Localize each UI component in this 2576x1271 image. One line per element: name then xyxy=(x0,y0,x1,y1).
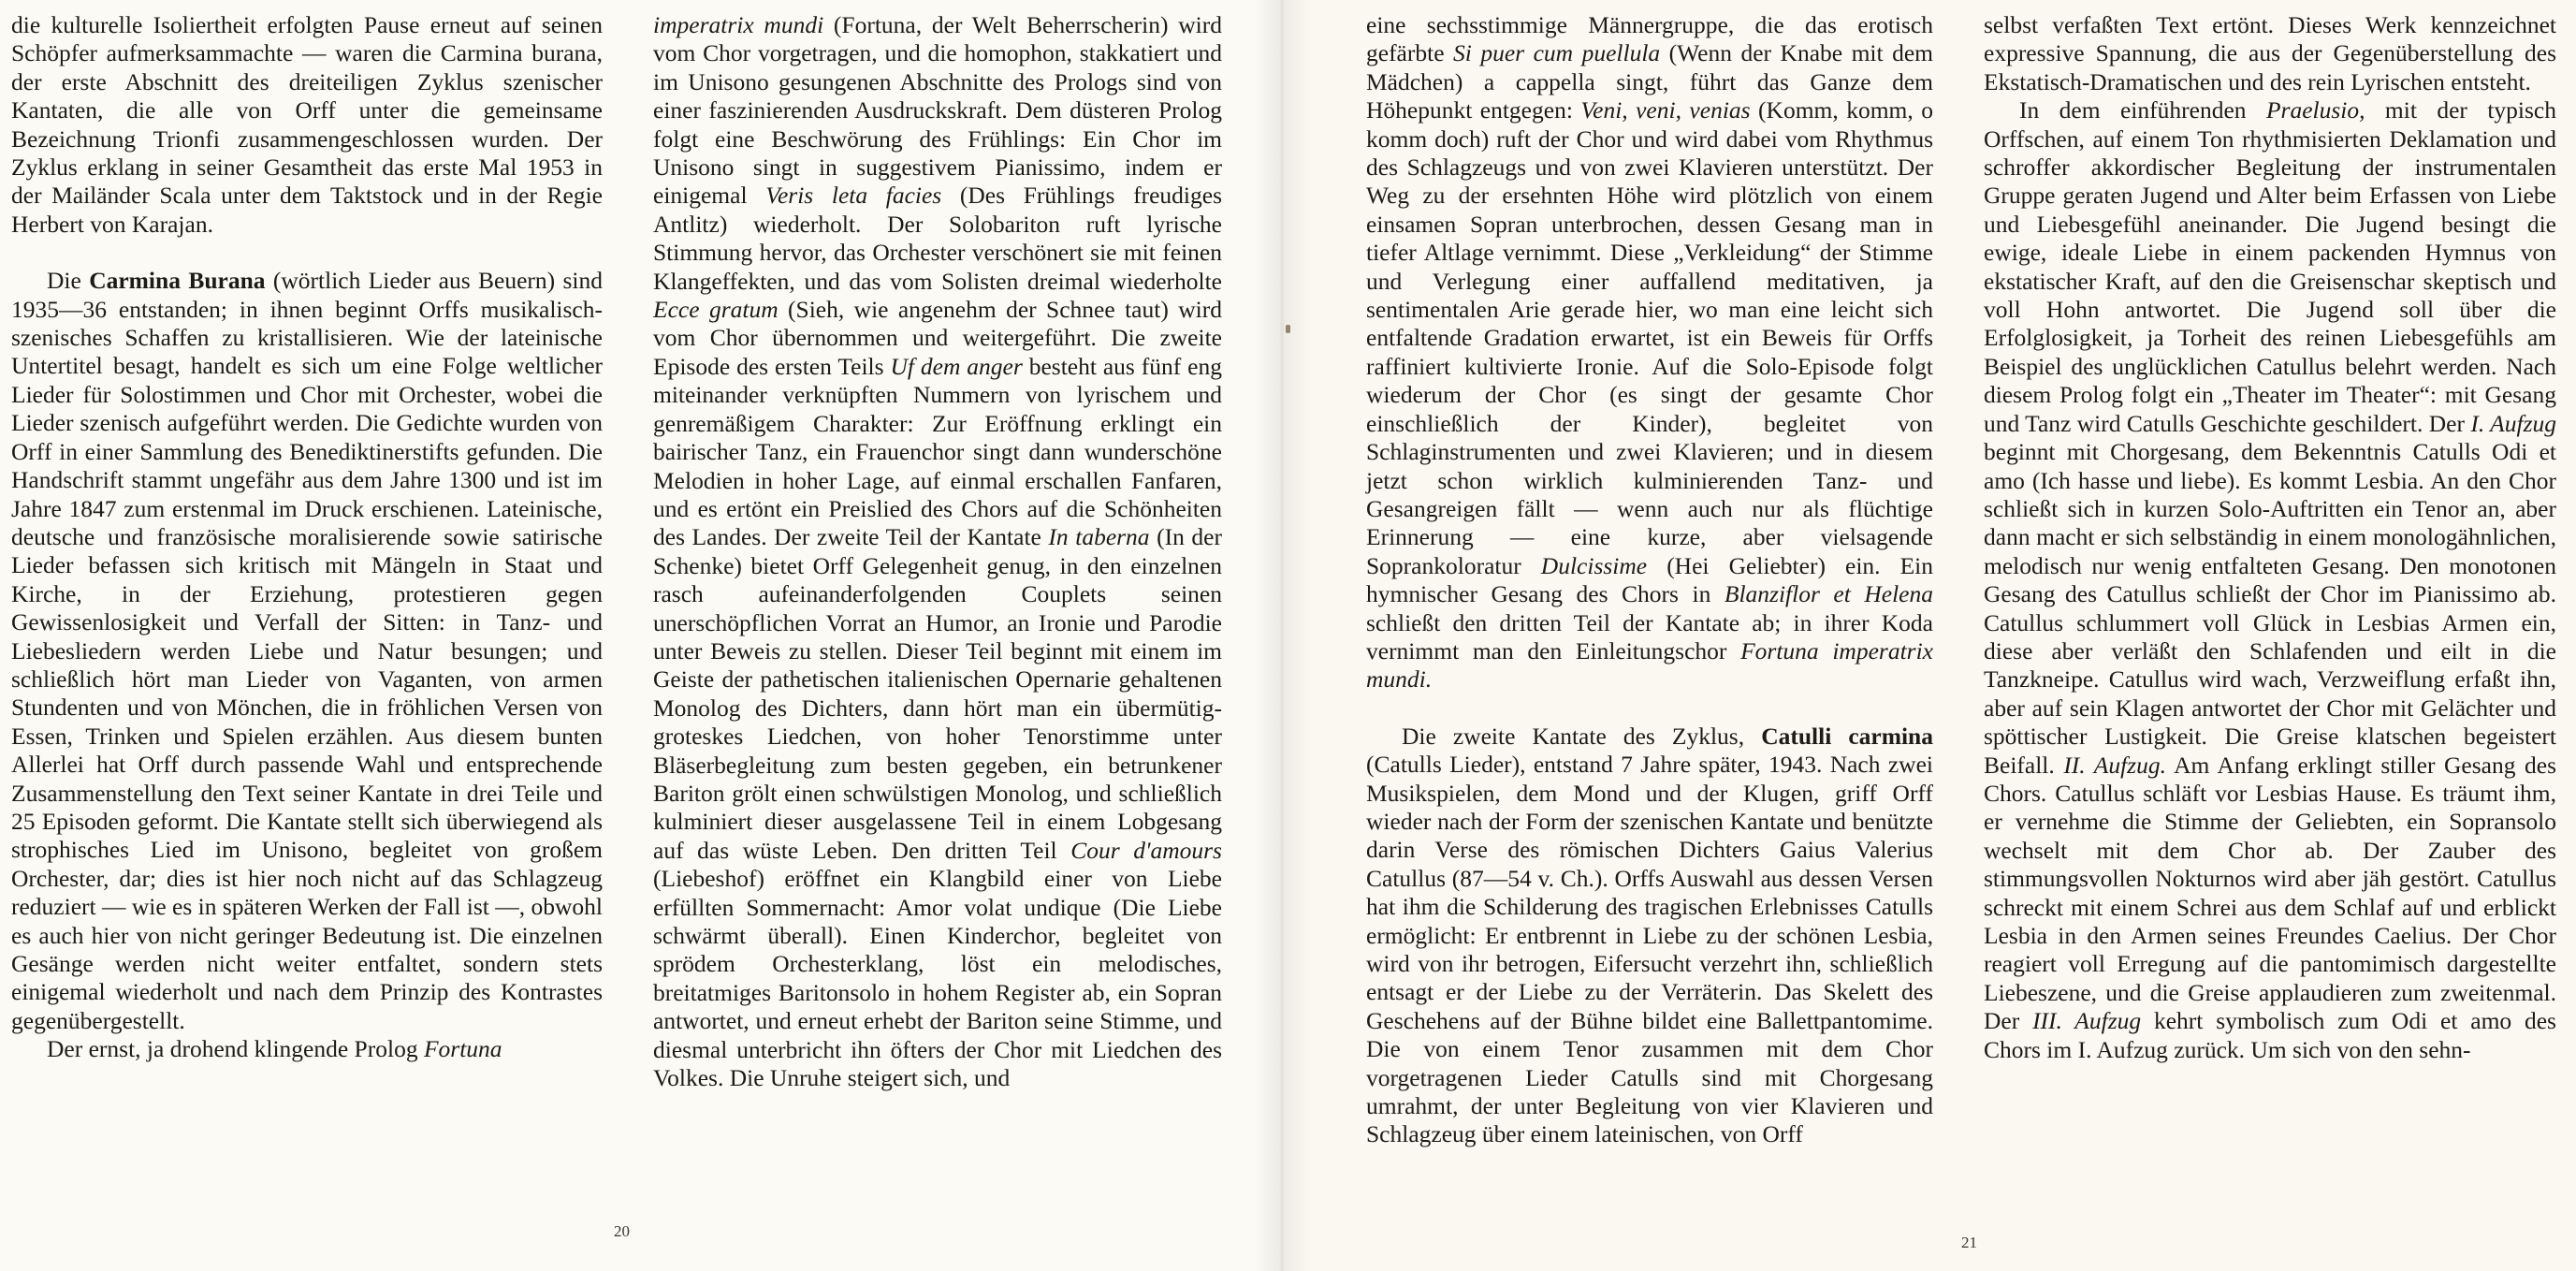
text-column-4 xyxy=(1984,11,2556,1064)
italic-title: In taberna xyxy=(1048,523,1150,551)
italic-title: III. Aufzug xyxy=(2032,1007,2142,1035)
paragraph xyxy=(1366,723,1933,1149)
paragraph xyxy=(1984,96,2556,1064)
book-gutter xyxy=(1254,0,1310,1271)
text-run: besteht aus fünf eng miteinander verknüpften Nummern von lyrischem und genremäßigem Charakter: Zur Eröffnung erklingt ein bairischer Tanz, ein Frauenchor singt dann wunderschöne Melodien in hoher Lage, auf einmal erschallen Fanfaren, und es ertönt ein Preislied des Chors auf die Schönheiten des Landes. Der zweite Teil der Kantate xyxy=(653,352,1223,551)
paragraph xyxy=(11,267,603,1035)
italic-title: Blanziflor et Helena xyxy=(1724,580,1933,608)
page-number-left: 20 xyxy=(614,1222,630,1240)
text-run: (Hei Geliebter) ein. Ein hymnischer Gesang des Chors in xyxy=(1366,551,1934,608)
page-number-right: 21 xyxy=(1961,1234,1977,1251)
italic-title: imperatrix mundi xyxy=(653,11,824,38)
text-column-1 xyxy=(11,11,603,1064)
text-run: Die zweite Kantate des Zyklus, xyxy=(1402,722,1762,750)
italic-title: Fortuna imperatrix mundi. xyxy=(1366,636,1933,694)
work-title-catulli-carmina: Catulli carmina xyxy=(1761,722,1933,750)
paragraph: die kulturelle Isoliertheit erfolgten Pause erneut auf seinen Schöpfer aufmerksammachte — waren die Carmina burana, der erste Abschnitt des dreiteiligen Zyklus szenischer Kantaten, die alle von Orff unter die gemeinsame Bezeichnung Trionfi zusammengeschlossen wurden. Der Zyklus erklang in seiner Gesamtheit das erste Mal 1953 in der Mailänder Scala unter dem Taktstock und in der Regie Herbert von Karajan. xyxy=(11,11,603,238)
text-run: schließt den dritten Teil der Kantate ab; in ihrer Koda vernimmt man den Einleitungschor xyxy=(1366,608,1933,665)
italic-title: Cour d'amours xyxy=(1070,836,1222,864)
paper-speck xyxy=(1286,325,1290,333)
italic-title: Dulcissime xyxy=(1540,551,1648,579)
paragraph xyxy=(1366,11,1933,694)
text-column-2 xyxy=(653,11,1222,1092)
text-run: Der ernst, ja drohend klingende Prolog xyxy=(47,1035,424,1063)
text-run: (In der Schenke) bietet Orff Gelegenheit genug, in den einzelnen rasch aufeinanderfolgenden Couplets seinen unerschöpflichen Vorrat an Humor, an Ironie und Parodie unter Beweis zu stellen. Dieser Teil beginnt mit einem im Geiste der pathetischen italienischen Opernarie gehaltenen Monolog des Dichters, dann hört man ein übermütig-groteskes Liedchen, von hoher Tenorstimme unter Bläserbegleitung zum besten gegeben, ein betrunkener Bariton grölt einen schwülstigen Monolog, und schließlich kulminiert dieser ausgelassene Teil in einem Lobgesang auf das wüste Leben. Den dritten Teil xyxy=(653,523,1222,864)
text-run: beginnt mit Chorgesang, dem Bekenntnis Catulls Odi et amo (Ich hasse und liebe). Es kommt Lesbia. An den Chor schließt sich in kurzen Solo-Auftritten ein Tenor an, aber dann macht er sich selbständig in einem monologähnlichen, melodisch nur wenig entfalteten Gesang. Den monotonen Gesang des Catullus schließt der Chor im Pianissimo ab. Catullus schlummert voll Glück in Lesbias Armen ein, diese aber verläßt den Schlafenden und eilt in die Tanzkneipe. Catullus wird wach, Verzweiflung erfaßt ihn, aber auf sein Klagen antwortet der Chor mit Gelächter und spöttischer Lustigkeit. Die Greise klatschen begeistert Beifall. xyxy=(1984,438,2556,779)
italic-title: Uf dem anger xyxy=(890,352,1023,380)
text-run: Die xyxy=(47,267,90,295)
text-run: (Liebeshof) eröffnet ein Klangbild einer von Liebe erfüllten Sommernacht: Amor volat undique (Die Liebe schwärmt überall). Einen Kinderchor, begleitet von sprödem Orchesterklang, löst ein melodisches, breitatmiges Baritonsolo in hohem Register ab, ein Sopran antwortet, und erneut erhebt der Bariton seine Stimme, und diesmal unterbricht ihn öfters der Chor mit Liedchen des Volkes. Die Unruhe steigert sich, und xyxy=(653,865,1222,1092)
text-run: (Fortuna, der Welt Beherrscherin) wird vom Chor vorgetragen, und die homophon, stakkatiert und im Unisono gesungenen Abschnitte des Prologs sind von einer faszinierenden Ausdruckskraft. Dem düsteren Prolog folgt eine Beschwörung des Frühlings: Ein Chor im Unisono singt in suggestivem Pianissimo, indem er einigemal xyxy=(653,11,1223,210)
text-run: (Wenn der Knabe mit dem Mädchen) a cappella singt, führt das Ganze dem Höhepunkt entgegen: xyxy=(1366,39,1933,124)
text-run: mit der typisch Orffschen, auf einem Ton rhythmisierten Deklamation und schroffer akkordischer Begleitung der instrumentalen Gruppe geraten Jugend und Alter beim Erfassen von Liebe und Liebesgefühl aneinander. Die Jugend besingt die ewige, ideale Liebe in einem packenden Hymnus von ekstatischer Kraft, auf den die Greisenschar skeptisch und voll Hohn antwortet. Die Jugend soll über die Erfolglosigkeit, ja Torheit des reinen Liebesgefühls am Beispiel des unglücklichen Catullus belehrt werden. Nach diesem Prolog folgt ein „Theater im Theater“: mit Gesang und Tanz wird Catulls Geschichte geschildert. Der xyxy=(1984,96,2556,437)
text-run: kehrt symbolisch zum Odi et amo des Chors im I. Aufzug zurück. Um sich von den sehn- xyxy=(1984,1007,2556,1063)
italic-title: Praelusio, xyxy=(2265,96,2365,124)
italic-title: Si puer cum puellula xyxy=(1453,39,1661,67)
text-run: (Des Frühlings freudiges Antlitz) wiederholt. Der Solobariton ruft lyrische Stimmung hervor, das Orchester verschönert sie mit feinen Klangeffekten, und das vom Solisten dreimal wiederholte xyxy=(653,182,1222,295)
text-run: (Sieh, wie angenehm der Schnee taut) wird vom Chor übernommen und weitergeführt. Die zweite Episode des ersten Teils xyxy=(653,296,1222,380)
italic-title: I. Aufzug xyxy=(2470,409,2556,437)
italic-title: Fortuna xyxy=(423,1035,502,1063)
text-run: (Catulls Lieder), entstand 7 Jahre später, 1943. Nach zwei Musikspielen, dem Mond und der Klugen, griff Orff wieder nach der Form der szenischen Kantate und benützte darin Verse des römischen Dichters Gaius Valerius Catullus (87—54 v. Ch.). Orffs Auswahl aus dessen Versen hat ihm die Schilderung des tragischen Erlebnisses Catulls ermöglicht: Er entbrennt in Liebe zu der schönen Lesbia, wird von ihr betrogen, Eifersucht verzehrt ihn, schließlich entsagt er der Liebe zu der Verräterin. Das Skelett des Geschehens auf der Bühne bildet eine Ballettpantomime. Die von einem Tenor zusammen mit dem Chor vorgetragenen Lieder Catulls sind mit Chorgesang umrahmt, der unter Begleitung von vier Klavieren und Schlagzeug über einem lateinischen, von Orff xyxy=(1366,751,1933,1148)
text-run: eine sechsstimmige Männergruppe, die das erotisch gefärbte xyxy=(1366,11,1933,67)
work-title-carmina-burana: Carmina Burana xyxy=(89,267,266,295)
text-column-3 xyxy=(1366,11,1933,1149)
italic-title: Veris leta facies xyxy=(765,182,942,210)
paragraph xyxy=(653,11,1222,1092)
paragraph xyxy=(11,1035,603,1063)
italic-title: II. Aufzug. xyxy=(2063,751,2166,779)
italic-title: Veni, veni, venias xyxy=(1580,96,1751,124)
text-run: (Komm, komm, o komm doch) ruft der Chor und wird dabei vom Rhythmus des Schlagzeugs und von zwei Klavieren unterstützt. Der Weg zu der ersehnten Höhe wird plötzlich von einem einsamen Sopran unterbrochen, dessen Gesang man in tiefer Altlage vernimmt. Diese „Verkleidung“ der Stimme und Verlegung einer auffallend meditativen, ja sentimentalen Arie gerade hier, wo man eine leicht sich entfaltende Gradation erwartet, ist ein Beweis für Orffs raffiniert kultivierte Ironie. Auf die Solo-Episode folgt wiederum der Chor (es singt der gesamte Chor einschließlich der Kinder), begleitet von Schlaginstrumenten und zwei Klavieren; und in diesem jetzt schon wirklich kulminierenden Tanz- und Gesangreigen fällt — wenn auch nur als flüchtige Erinnerung — eine kurze, aber vielsagende Soprankoloratur xyxy=(1366,96,1933,579)
paragraph: selbst verfaßten Text ertönt. Dieses Werk kennzeichnet expressive Spannung, die aus der Gegenüberstellung des Ekstatisch-Dramatischen und des rein Lyrischen entsteht. xyxy=(1984,11,2556,95)
italic-title: Ecce gratum xyxy=(653,296,779,324)
text-run: (wörtlich Lieder aus Beuern) sind 1935—36 entstanden; in ihnen beginnt Orffs musikalisch-szenisches Schaffen zu kristallisieren. Wie der lateinische Untertitel besagt, handelt es sich um eine Folge weltlicher Lieder für Solostimmen und Chor mit Orchester, wobei die Lieder szenisch aufgeführt werden. Die Gedichte wurden von Orff in einer Sammlung des Benediktinerstifts gefunden. Die Handschrift stammt ungefähr aus dem Jahre 1300 und ist im Jahre 1847 zum erstenmal im Druck erschienen. Lateinische, deutsche und französische moralisierende sowie satirische Lieder befassen sich kritisch mit Mängeln in Staat und Kirche, in der Erziehung, protestieren gegen Gewissenlosigkeit und Verfall der Sitten: in Tanz- und Liebesliedern werden Liebe und Natur besungen; und schließlich hört man Lieder von Vaganten, von armen Stundenten und von Mönchen, die in fröhlichen Versen von Essen, Trinken und Spielen erzählen. Aus diesem bunten Allerlei hat Orff durch passende Wahl und entsprechende Zusammenstellung den Text seiner Kantate in drei Teile und 25 Episoden geformt. Die Kantate stellt sich überwiegend als strophisches Lied im Unisono, begleitet von großem Orchester, dar; dies ist hier noch nicht auf das Schlagzeug reduziert — wie es in späteren Werken der Fall ist —, obwohl es auch hier von nicht geringer Bedeutung ist. Die einzelnen Gesänge werden nicht weiter entfaltet, sondern stets einigemal wiederholt und nach dem Prinzip des Kontrastes gegenübergestellt. xyxy=(11,267,604,1034)
text-run: In dem einführenden xyxy=(2019,96,2266,124)
text-run: Am Anfang erklingt stiller Gesang des Chors. Catullus schläft vor Lesbias Hause. Es träumt ihm, er vernehme die Stimme der Geliebten, ein Sopransolo wechselt mit dem Chor ab. Der Zauber des stimmungsvollen Nokturnos wird aber jäh gestört. Catullus schreckt mit einem Schrei aus dem Schlaf auf und erblickt Lesbia in den Armen seines Freundes Caelius. Der Chor reagiert voll Erregung auf die pantomimisch dargestellte Liebeszene, und die Greise applaudieren zum zweitenmal. Der xyxy=(1984,751,2557,1035)
